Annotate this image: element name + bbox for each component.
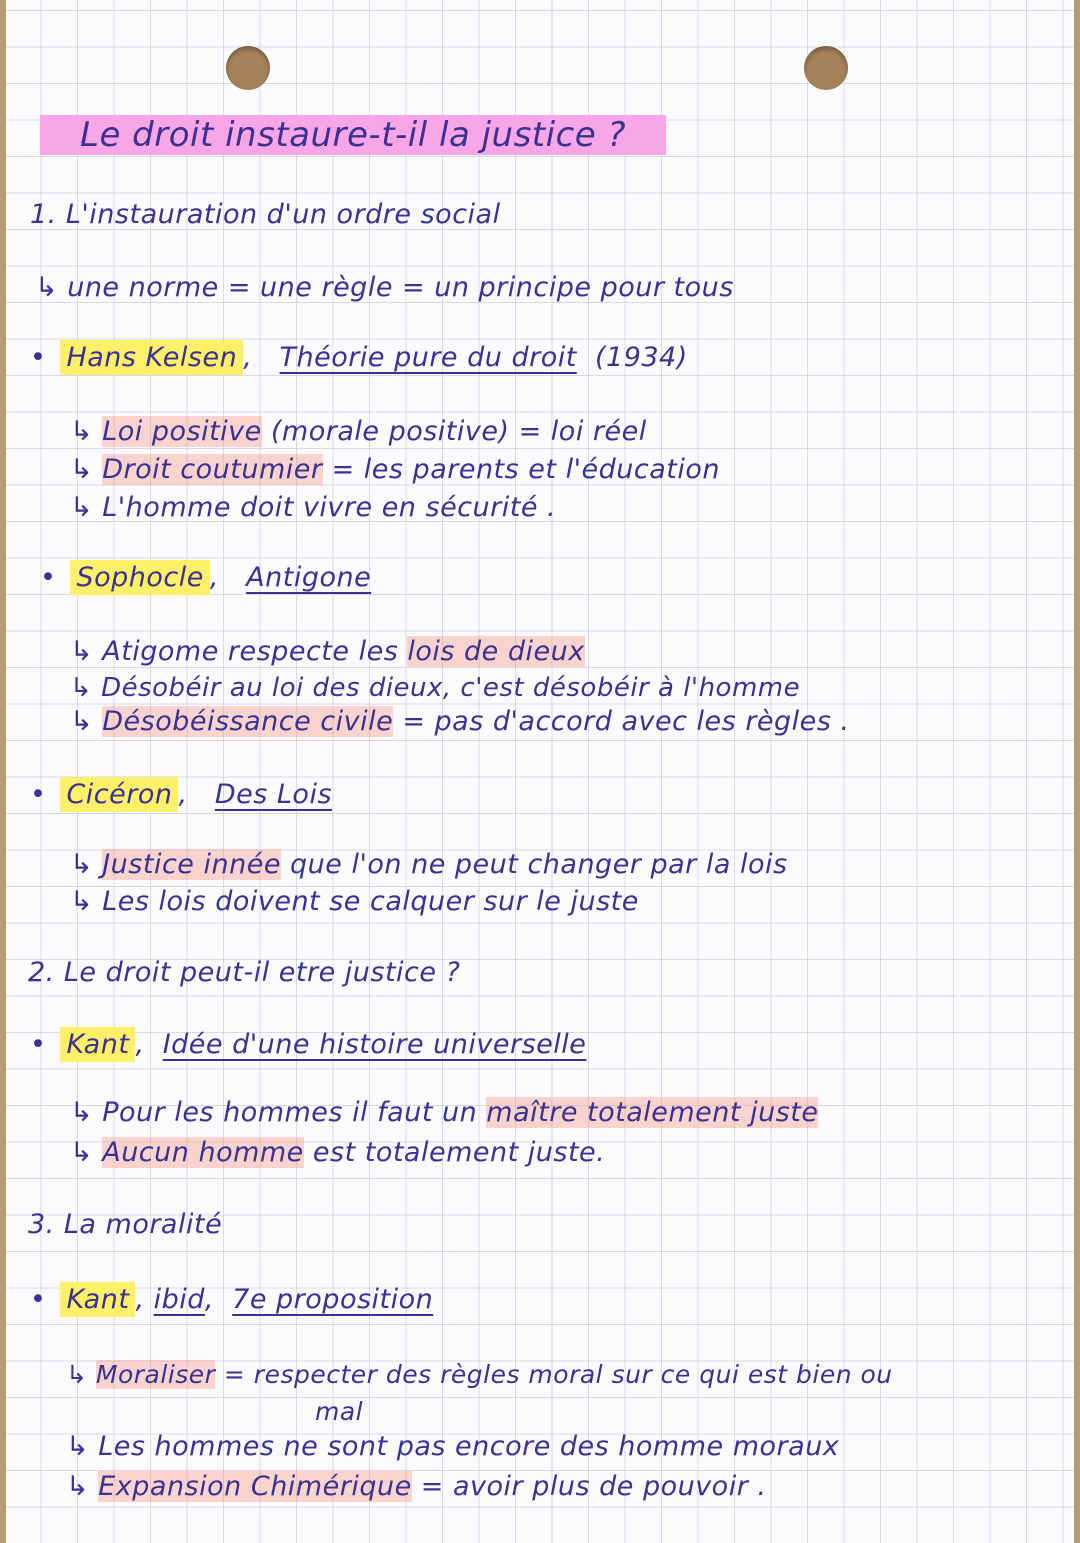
txt: = pas d'accord avec les règles . <box>393 706 850 737</box>
paper-edge-right <box>1074 0 1080 1543</box>
sep: , <box>209 562 219 593</box>
title-text: Le droit instaure-t-il la justice ? <box>40 115 666 155</box>
arrow-icon: ↳ <box>70 416 94 447</box>
list-item <box>70 847 788 883</box>
txt: Les lois doivent se calquer sur le juste <box>102 886 639 917</box>
author: Kant <box>60 1027 135 1062</box>
list-item <box>70 452 720 488</box>
work-title: Antigone <box>246 562 372 593</box>
arrow-icon: ↳ <box>66 1431 90 1462</box>
work-title: ibid <box>153 1284 205 1315</box>
txt: = avoir plus de pouvoir . <box>411 1471 767 1502</box>
hl: maître totalement juste <box>486 1097 819 1128</box>
txt: que l'on ne peut changer par la lois <box>280 849 788 880</box>
list-item <box>70 670 800 706</box>
hl: lois de dieux <box>407 636 585 667</box>
hl: Désobéissance civile <box>102 706 394 737</box>
arrow-icon: ↳ <box>66 1471 90 1502</box>
bullet: • <box>30 779 47 810</box>
kelsen-reference <box>30 340 688 376</box>
txt: L'homme doit vivre en sécurité . <box>102 492 557 523</box>
arrow-icon: ↳ <box>70 636 94 667</box>
sep: , <box>135 1029 145 1060</box>
arrow-icon: ↳ <box>70 706 94 737</box>
arrow-icon: ↳ <box>70 849 94 880</box>
author: Sophocle <box>70 560 209 595</box>
hl: Loi positive <box>102 416 262 447</box>
section-3-heading: 3. La moralité <box>28 1209 223 1240</box>
work-title: Théorie pure du droit <box>279 342 577 373</box>
list-item <box>70 704 850 740</box>
list-item <box>66 1469 766 1505</box>
punch-hole <box>226 46 270 90</box>
txt: = les parents et l'éducation <box>322 454 720 485</box>
hl: Moraliser <box>95 1360 216 1389</box>
list-item <box>70 884 639 920</box>
section-1-heading: 1. L'instauration d'un ordre social <box>30 199 501 230</box>
hl: Aucun homme <box>102 1137 304 1168</box>
arrow-icon: ↳ <box>70 673 93 703</box>
list-item <box>70 1135 605 1171</box>
proposition: 7e proposition <box>232 1284 434 1315</box>
list-item <box>70 414 647 450</box>
txt: = respecter des règles moral sur ce qui est bien ou <box>215 1360 893 1389</box>
txt: Les hommes ne sont pas encore des homme moraux <box>98 1431 840 1462</box>
bullet: • <box>40 562 57 593</box>
bullet: • <box>30 1284 47 1315</box>
txt: est totalement juste. <box>303 1137 606 1168</box>
txt: Atigome respecte les <box>102 636 408 667</box>
ciceron-reference <box>30 777 332 813</box>
author: Hans Kelsen <box>60 340 243 375</box>
year: (1934) <box>594 342 688 373</box>
sep: , <box>204 1284 214 1315</box>
list-item <box>70 634 585 670</box>
intro-line: ↳ une norme = une règle = un principe pour tous <box>35 272 734 303</box>
arrow-icon: ↳ <box>70 1137 94 1168</box>
sep: , <box>178 779 188 810</box>
author: Cicéron <box>60 777 178 812</box>
sep: , <box>243 342 253 373</box>
bullet: • <box>30 1029 47 1060</box>
page-title <box>40 117 666 153</box>
txt: (morale positive) = loi réel <box>270 416 647 447</box>
txt: Pour les hommes il faut un <box>102 1097 487 1128</box>
txt: Désobéir au loi des dieux, c'est désobéir à l'homme <box>101 673 801 703</box>
section-2-heading: 2. Le droit peut-il etre justice ? <box>28 957 461 988</box>
bullet: • <box>30 342 47 373</box>
list-item <box>66 1357 893 1393</box>
hl: Justice innée <box>102 849 281 880</box>
arrow-icon: ↳ <box>66 1360 88 1389</box>
sophocle-reference <box>40 560 371 596</box>
sep: , <box>135 1284 145 1315</box>
paper-edge-left <box>0 0 6 1543</box>
list-item <box>66 1429 839 1465</box>
work-title: Des Lois <box>214 779 333 810</box>
kant-ibid-reference <box>30 1282 433 1318</box>
list-item-continuation: mal <box>315 1397 364 1426</box>
kant-reference <box>30 1027 586 1063</box>
work-title: Idée d'une histoire universelle <box>162 1029 587 1060</box>
punch-hole <box>804 46 848 90</box>
hl: Droit coutumier <box>102 454 323 485</box>
list-item <box>70 490 556 526</box>
hl: Expansion Chimérique <box>98 1471 412 1502</box>
arrow-icon: ↳ <box>70 492 94 523</box>
arrow-icon: ↳ <box>70 1097 94 1128</box>
arrow-icon: ↳ <box>70 886 94 917</box>
list-item <box>70 1095 818 1131</box>
author: Kant <box>60 1282 135 1317</box>
arrow-icon: ↳ <box>70 454 94 485</box>
